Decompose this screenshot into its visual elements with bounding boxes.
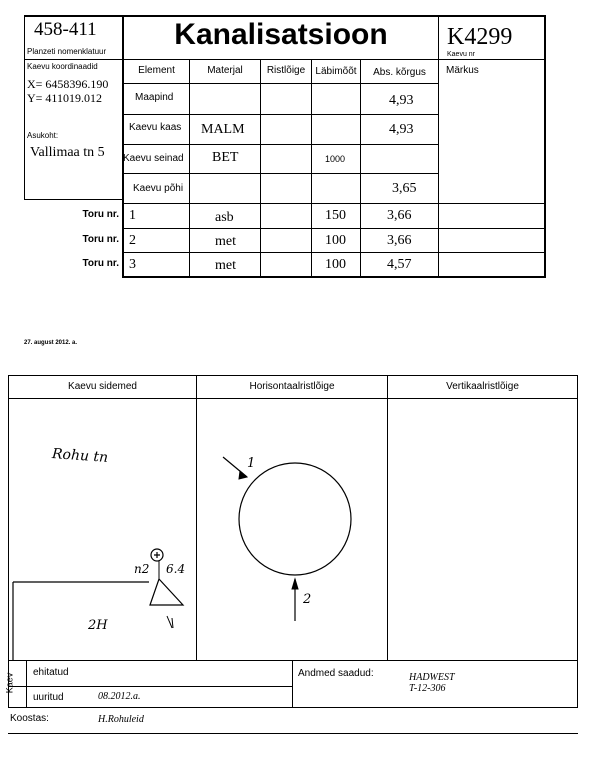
- col-header-abs-height: Abs. kõrgus: [373, 67, 426, 78]
- pipe-material: met: [215, 234, 236, 249]
- surveyed-value: 08.2012.a.: [98, 691, 141, 702]
- panel-title-horizontal: Horisontaalristlõige: [249, 381, 335, 392]
- pipe-label: Toru nr.: [82, 209, 119, 220]
- arrow-1-label: 1: [247, 456, 256, 471]
- row-abs: 4,93: [389, 122, 414, 137]
- col-header-element: Element: [138, 65, 175, 76]
- nomenclature-number: 458-411: [34, 19, 97, 40]
- col-header-material: Materjal: [207, 65, 243, 76]
- data-from-value: HADWEST: [409, 672, 455, 683]
- street-label: Rohu tn: [51, 446, 109, 466]
- built-label: ehitatud: [33, 667, 69, 678]
- coord-y: Y= 411019.012: [27, 91, 102, 105]
- pipe-material: met: [215, 258, 236, 273]
- coord-x: X= 6458396.190: [27, 77, 109, 91]
- row-element: Maapind: [135, 92, 174, 103]
- depth-label: 6.4: [166, 562, 186, 576]
- pipe-abs: 4,57: [387, 257, 412, 272]
- row-material: MALM: [201, 122, 245, 137]
- row-element: Kaevu seinad: [123, 153, 184, 164]
- pipe-diameter: 150: [325, 208, 346, 223]
- pipe-material: asb: [215, 210, 234, 225]
- compiled-value: H.Rohuleid: [98, 714, 144, 725]
- nomenclature-label: Planzeti nomenklatuur: [27, 47, 107, 56]
- surveyed-label: uuritud: [33, 692, 64, 703]
- col-header-diameter: Läbimõõt: [315, 66, 357, 77]
- arrow-2-label: 2: [303, 592, 312, 607]
- pipe-abs: 3,66: [387, 233, 412, 248]
- side-label: Kaev: [4, 672, 15, 694]
- well-number-label: Kaevu nr: [447, 51, 476, 58]
- document-date: 27. august 2012. a.: [24, 340, 78, 346]
- page-title: Kanalisatsioon: [174, 18, 388, 51]
- pipe-diameter: 100: [325, 257, 346, 272]
- data-from-label: Andmed saadud:: [298, 668, 374, 679]
- col-header-cross-section: Ristlõige: [266, 65, 306, 76]
- horizontal-section-sketch: [197, 399, 387, 660]
- pipe-abs: 3,66: [387, 208, 412, 223]
- row-material: BET: [212, 150, 239, 165]
- row-abs: 4,93: [389, 93, 414, 108]
- well-number: K4299: [447, 24, 513, 50]
- row-element: Kaevu kaas: [129, 122, 182, 133]
- pipe-count-label: n2: [134, 562, 150, 576]
- data-from-code: T-12-306: [409, 683, 446, 694]
- pipe-diameter: 100: [325, 233, 346, 248]
- row-diameter: 1000: [325, 154, 346, 164]
- panel-title-connections: Kaevu sidemed: [68, 381, 137, 392]
- pipe-label: Toru nr.: [82, 234, 119, 245]
- pipe-number: 3: [129, 257, 136, 272]
- pipe-number: 2: [129, 233, 136, 248]
- compiled-label: Koostas:: [10, 713, 49, 724]
- address-value: Vallimaa tn 5: [30, 145, 105, 160]
- col-header-remarks: Märkus: [446, 65, 479, 76]
- panel-title-vertical: Vertikaalristlõige: [446, 381, 519, 392]
- pipe-number: 1: [129, 208, 136, 223]
- row-abs: 3,65: [392, 181, 417, 196]
- coords-label: Kaevu koordinaadid: [27, 62, 98, 71]
- pipe-label: Toru nr.: [82, 258, 119, 269]
- row-element: Kaevu põhi: [133, 183, 184, 194]
- address-label: Asukoht:: [27, 131, 59, 140]
- building-label: 2H: [88, 618, 108, 633]
